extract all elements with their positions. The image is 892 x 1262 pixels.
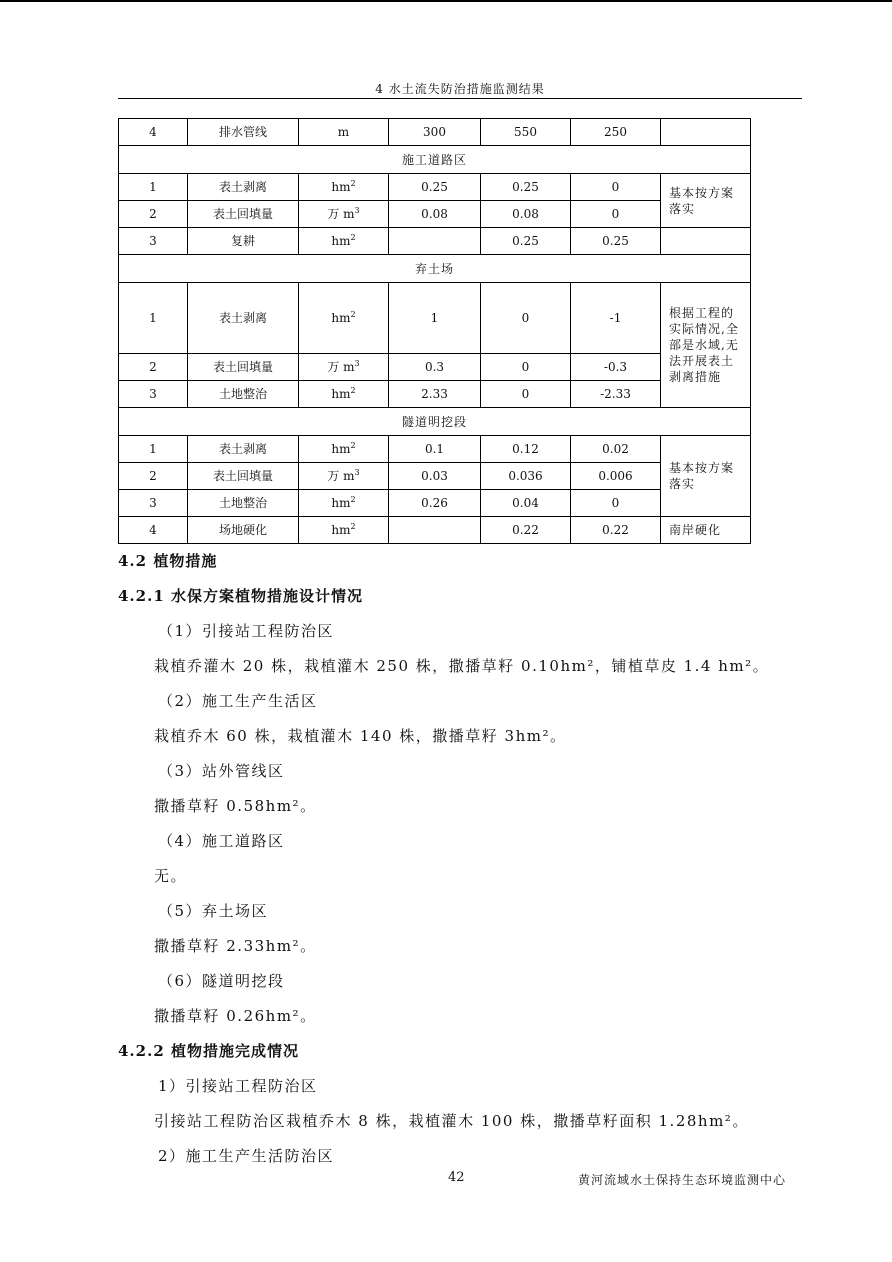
top-border: [0, 0, 892, 2]
paragraph: 撒播草籽 0.26hm²。: [154, 1007, 317, 1025]
item-heading: 2）施工生产生活防治区: [158, 1147, 335, 1165]
item-heading: （2）施工生产生活区: [158, 692, 318, 710]
paragraph: 撒播草籽 2.33hm²。: [154, 937, 317, 955]
paragraph: 无。: [154, 867, 188, 885]
table-row: 3 土地整治 $hm^2$ 0.26 0.04 0: [119, 490, 751, 517]
item-heading: （4）施工道路区: [158, 832, 285, 850]
table-row: 1 表土剥离 $hm^2$ 0.25 0.25 0 基本按方案落实: [119, 174, 751, 201]
running-header: 4 水土流失防治措施监测结果: [375, 82, 545, 96]
table-row: 4 排水管线 m 300 550 250: [119, 119, 751, 146]
table-row: 2 表土回填量 万 $m^3$ 0.03 0.036 0.006: [119, 463, 751, 490]
item-heading: 1）引接站工程防治区: [158, 1077, 318, 1095]
section-row: 隧道明挖段: [119, 408, 751, 436]
note-cell: 南岸硬化: [661, 517, 751, 544]
table-row: 3 土地整治 $hm^2$ 2.33 0 -2.33: [119, 381, 751, 408]
item-heading: （5）弃土场区: [158, 902, 269, 920]
subsection-heading: 4.2.1 水保方案植物措施设计情况: [118, 587, 363, 605]
footer-organization: 黄河流域水土保持生态环境监测中心: [578, 1173, 787, 1187]
table-row: 4 场地硬化 $hm^2$ 0.22 0.22 南岸硬化: [119, 517, 751, 544]
table-row: 1 表土剥离 $hm^2$ 1 0 -1 根据工程的实际情况,全部是水域,无法开展表土剥离措施: [119, 283, 751, 354]
section-row: 弃土场: [119, 255, 751, 283]
paragraph: 栽植乔木 60 株，栽植灌木 140 株，撒播草籽 3hm²。: [154, 727, 567, 745]
table-row: 2 表土回填量 万 $m^3$ 0.08 0.08 0: [119, 201, 751, 228]
note-cell: 基本按方案落实: [661, 174, 751, 228]
item-heading: （1）引接站工程防治区: [158, 622, 335, 640]
table-row: 3 复耕 $hm^2$ 0.25 0.25: [119, 228, 751, 255]
item-heading: （3）站外管线区: [158, 762, 285, 780]
item-heading: （6）隧道明挖段: [158, 972, 285, 990]
paragraph: 引接站工程防治区栽植乔木 8 株，栽植灌木 100 株，撒播草籽面积 1.28hm²。: [154, 1112, 749, 1130]
table-row: 2 表土回填量 万 $m^3$ 0.3 0 -0.3: [119, 354, 751, 381]
note-cell: 基本按方案落实: [661, 436, 751, 517]
paragraph: 撒播草籽 0.58hm²。: [154, 797, 317, 815]
note-cell: 根据工程的实际情况,全部是水域,无法开展表土剥离措施: [661, 283, 751, 408]
paragraph: 栽植乔灌木 20 株，栽植灌木 250 株，撒播草籽 0.10hm²，铺植草皮 1.4 hm²。: [154, 657, 770, 675]
measures-table: [118, 118, 751, 544]
subsection-heading: 4.2.2 植物措施完成情况: [118, 1042, 299, 1060]
header-rule: [118, 98, 802, 99]
section-heading: 4.2 植物措施: [118, 552, 218, 570]
table-row: 1 表土剥离 $hm^2$ 0.1 0.12 0.02 基本按方案落实: [119, 436, 751, 463]
section-row: 施工道路区: [119, 146, 751, 174]
page-number: 42: [448, 1170, 465, 1185]
